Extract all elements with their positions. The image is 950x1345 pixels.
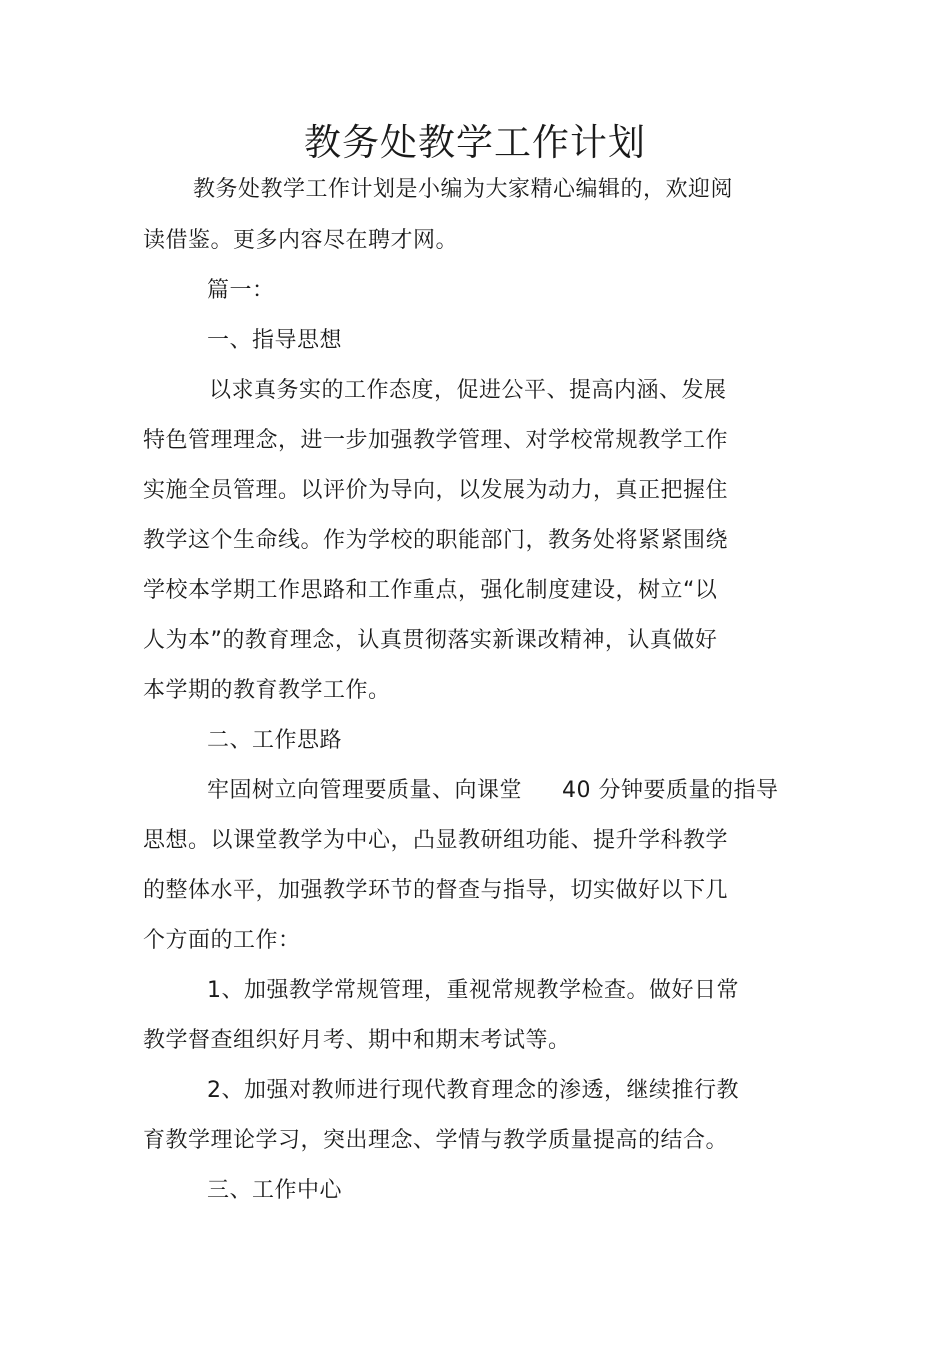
intro-line-2: 读借鉴。更多内容尽在聘才网。 [143, 228, 459, 253]
section-heading-3: 三、工作中心 [207, 1178, 343, 1203]
list-item-2-line: 2、加强对教师进行现代教育理念的渗透，继续推行教 [207, 1078, 739, 1103]
paragraph-line: 人为本”的教育理念，认真贯彻落实新课改精神，认真做好 [143, 628, 718, 653]
section-heading-1: 一、指导思想 [207, 328, 343, 353]
list-item-1-line: 1、加强教学常规管理，重视常规教学检查。做好日常 [207, 978, 739, 1003]
paragraph-line: 以求真务实的工作态度，促进公平、提高内涵、发展 [209, 378, 727, 403]
section-heading-2: 二、工作思路 [207, 728, 343, 753]
paragraph-line: 的整体水平，加强教学环节的督查与指导，切实做好以下几 [143, 878, 729, 903]
list-item-2-line: 育教学理论学习，突出理念、学情与教学质量提高的结合。 [143, 1128, 729, 1153]
list-item-1-line: 教学督查组织好月考、期中和期末考试等。 [143, 1028, 571, 1053]
paragraph-line [207, 776, 779, 806]
paragraph-line: 教学这个生命线。作为学校的职能部门，教务处将紧紧围绕 [143, 528, 729, 553]
paragraph-text: 40 分钟要质量的指导 [562, 778, 779, 803]
paragraph-line: 学校本学期工作思路和工作重点，强化制度建设，树立“以 [143, 578, 718, 603]
paragraph-line: 实施全员管理。以评价为导向，以发展为动力，真正把握住 [143, 478, 729, 503]
intro-line-1: 教务处教学工作计划是小编为大家精心编辑的，欢迎阅 [193, 177, 734, 202]
paragraph-text: 牢固树立向管理要质量、向课堂 [207, 778, 523, 803]
paragraph-line: 思想。以课堂教学为中心，凸显教研组功能、提升学科教学 [143, 828, 729, 853]
paragraph-line: 特色管理理念，进一步加强教学管理、对学校常规教学工作 [143, 428, 729, 453]
paragraph-line: 本学期的教育教学工作。 [143, 678, 391, 703]
part-label: 篇一： [207, 278, 275, 303]
paragraph-line: 个方面的工作： [143, 928, 301, 953]
document-title: 教务处教学工作计划 [304, 121, 646, 164]
